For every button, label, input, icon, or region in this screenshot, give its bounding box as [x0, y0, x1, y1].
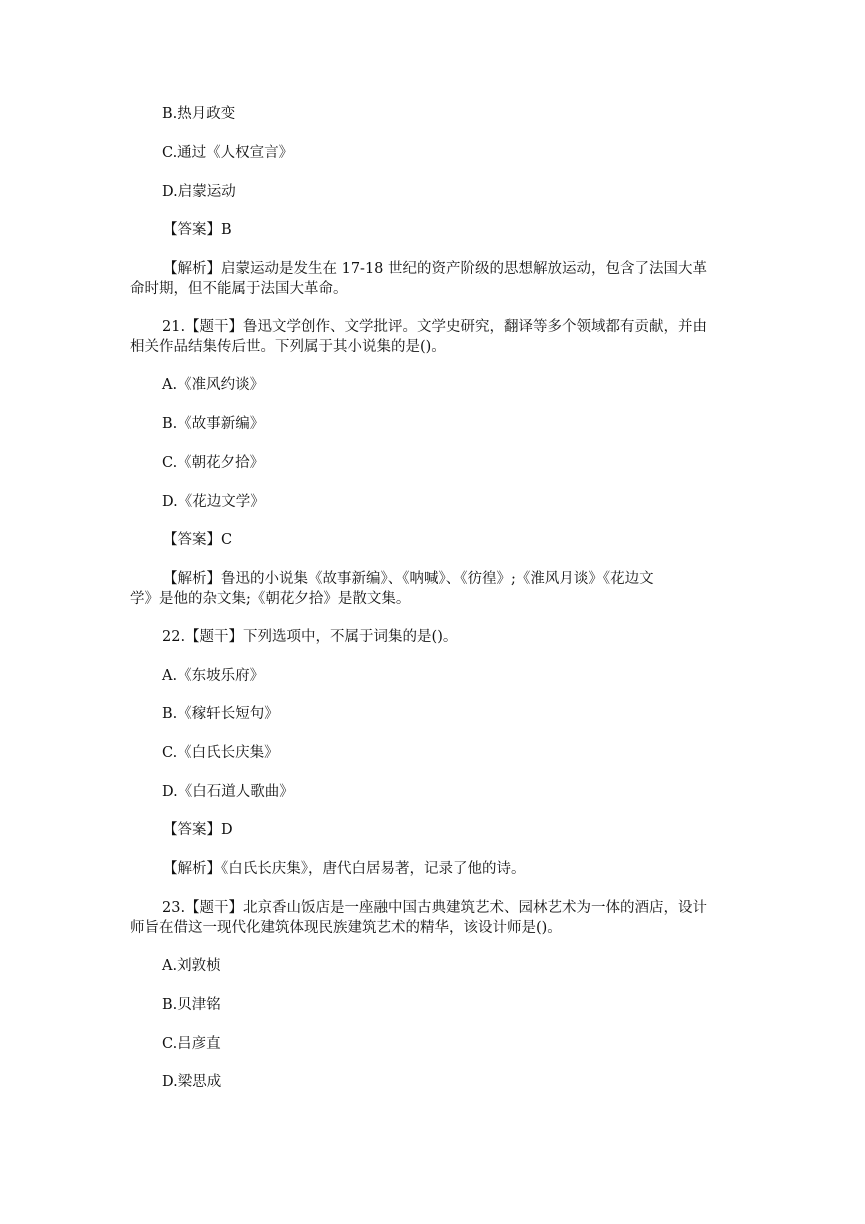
q21-stem-line-1: 21.【题干】鲁迅文学创作、文学批评。文学史研究，翻译等多个领域都有贡献，并由 — [162, 319, 708, 335]
q22-option-a: A.《东坡乐府》 — [162, 668, 265, 684]
q20-explanation-line-1: 【解析】启蒙运动是发生在 17-18 世纪的资产阶级的思想解放运动，包含了法国大革 — [163, 261, 708, 277]
q20-answer: 【答案】B — [163, 222, 232, 238]
q22-option-b: B.《稼轩长短句》 — [162, 706, 279, 722]
q21-stem-line-2: 相关作品结集传后世。下列属于其小说集的是()。 — [130, 339, 446, 355]
q21-option-b: B.《故事新编》 — [162, 416, 265, 432]
q23-stem-line-1: 23.【题干】北京香山饭店是一座融中国古典建筑艺术、园林艺术为一体的酒店，设计 — [162, 900, 708, 916]
q21-option-a: A.《准风约谈》 — [162, 377, 265, 393]
q23-option-d: D.梁思成 — [162, 1074, 222, 1090]
q23-stem-line-2: 师旨在借这一现代化建筑体现民族建筑艺术的精华，该设计师是()。 — [130, 920, 562, 936]
q22-option-c: C.《白氏长庆集》 — [162, 745, 279, 761]
q21-answer: 【答案】C — [163, 532, 233, 548]
q21-explanation-line-2: 学》是他的杂文集;《朝花夕拾》是散文集。 — [130, 591, 411, 607]
q20-explanation-line-2: 命时期，但不能属于法国大革命。 — [130, 281, 348, 297]
q20-option-c: C.通过《人权宣言》 — [162, 145, 294, 161]
q22-option-d: D.《白石道人歌曲》 — [162, 784, 294, 800]
q22-answer: 【答案】D — [163, 822, 233, 838]
q23-option-a: A.刘敦桢 — [162, 958, 221, 974]
q23-option-c: C.吕彦直 — [162, 1036, 221, 1052]
q20-option-b: B.热月政变 — [162, 106, 236, 122]
q22-stem: 22.【题干】下列选项中，不属于词集的是()。 — [162, 629, 458, 645]
q20-option-d: D.启蒙运动 — [162, 184, 236, 200]
q23-option-b: B.贝津铭 — [162, 997, 221, 1013]
q21-option-d: D.《花边文学》 — [162, 494, 265, 510]
q22-explanation: 【解析】《白氏长庆集》，唐代白居易著，记录了他的诗。 — [163, 861, 526, 877]
q21-option-c: C.《朝花夕拾》 — [162, 455, 265, 471]
q21-explanation-line-1: 【解析】鲁迅的小说集《故事新编》、《呐喊》、《彷徨》;《淮风月谈》《花边文 — [163, 571, 654, 587]
